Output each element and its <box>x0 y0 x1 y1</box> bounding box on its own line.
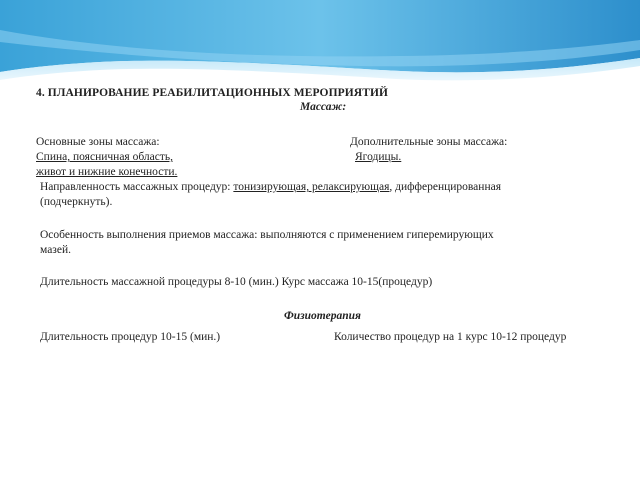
main-zones-line-2: живот и нижние конечности. <box>36 166 178 178</box>
extra-zones-value: Ягодицы. <box>355 151 402 163</box>
direction-label: Направленность массажных процедур: <box>40 181 231 193</box>
direction-selected: тонизирующая, релаксирующая <box>233 181 390 193</box>
massage-duration-line: Длительность массажной процедуры 8-10 (мин.) Курс массажа 10-15(процедур) <box>40 276 433 288</box>
direction-rest: , дифференцированная <box>389 181 501 193</box>
main-zones-label: Основные зоны массажа: <box>36 136 160 148</box>
section-heading: 4. ПЛАНИРОВАНИЕ РЕАБИЛИТАЦИОННЫХ МЕРОПРИЯТИЙ <box>36 87 389 99</box>
physio-duration: Длительность процедур 10-15 (мин.) <box>40 331 221 343</box>
physio-count: Количество процедур на 1 курс 10-12 процедур <box>334 331 567 343</box>
massage-feature-line-1: Особенность выполнения приемов массажа: выполняются с применением гиперемирующих <box>40 229 494 241</box>
massage-feature-line-2: мазей. <box>40 244 71 256</box>
physio-subtitle: Физиотерапия <box>284 310 361 322</box>
main-zones-line-1: Спина, поясничная область, <box>36 151 173 163</box>
direction-note: (подчеркнуть). <box>40 196 113 208</box>
direction-line <box>40 181 501 194</box>
massage-subtitle: Массаж: <box>300 101 347 113</box>
extra-zones-label: Дополнительные зоны массажа: <box>350 136 508 148</box>
